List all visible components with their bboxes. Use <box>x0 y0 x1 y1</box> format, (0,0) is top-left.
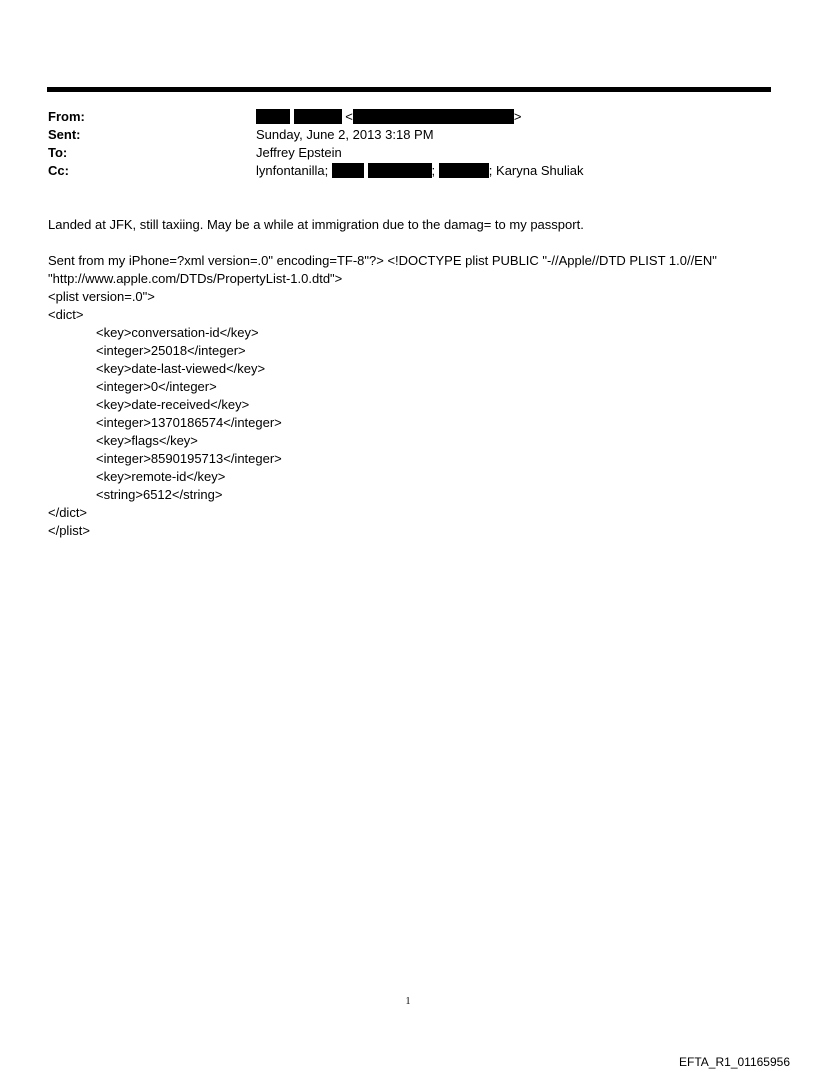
redaction-box <box>294 109 342 124</box>
cc-sep1: ; <box>431 163 436 178</box>
dict-item: <integer>0</integer> <box>96 379 217 394</box>
redaction-box <box>353 109 514 124</box>
body-line: <plist version=.0"> <box>48 289 155 304</box>
cc-first: lynfontanilla; <box>256 163 329 178</box>
redaction-box <box>368 163 432 178</box>
dict-item: <integer>1370186574</integer> <box>96 415 282 430</box>
header-rule <box>47 87 771 92</box>
body-line: Landed at JFK, still taxiing. May be a while at immigration due to the damag= to my passport. <box>48 217 584 232</box>
dict-item: <key>remote-id</key> <box>96 469 226 484</box>
redaction-box <box>332 163 364 178</box>
sent-label: Sent: <box>48 127 81 142</box>
from-lt: < <box>345 109 353 124</box>
body-line: Sent from my iPhone=?xml version=.0" encoding=TF-8"?> <!DOCTYPE plist PUBLIC "-//Apple//DTD PLIST 1.0//EN" <box>48 253 717 268</box>
cc-last: Karyna Shuliak <box>492 163 584 178</box>
dict-item: <integer>25018</integer> <box>96 343 246 358</box>
from-gt: > <box>513 109 522 124</box>
redaction-box <box>256 109 290 124</box>
dict-item: <key>date-last-viewed</key> <box>96 361 266 376</box>
body-line: </plist> <box>48 523 90 538</box>
from-value <box>256 108 521 126</box>
dict-item: <key>date-received</key> <box>96 397 250 412</box>
dict-item: <key>flags</key> <box>96 433 198 448</box>
cc-label: Cc: <box>48 163 69 178</box>
document-id: EFTA_R1_01165956 <box>679 1055 790 1069</box>
dict-item: <integer>8590195713</integer> <box>96 451 282 466</box>
sent-value: Sunday, June 2, 2013 3:18 PM <box>256 127 434 142</box>
from-label: From: <box>48 109 85 124</box>
page-number: 1 <box>405 996 411 1007</box>
cc-value <box>256 162 583 180</box>
dict-item: <key>conversation-id</key> <box>96 325 259 340</box>
to-label: To: <box>48 145 68 160</box>
dict-item: <string>6512</string> <box>96 487 223 502</box>
body-line: <dict> <box>48 307 84 322</box>
body-line: "http://www.apple.com/DTDs/PropertyList-1.0.dtd"> <box>48 271 343 286</box>
to-value: Jeffrey Epstein <box>256 145 342 160</box>
redaction-box <box>439 163 489 178</box>
body-line: </dict> <box>48 505 88 520</box>
cc-sep2: ; <box>488 163 493 178</box>
email-body <box>48 216 768 540</box>
